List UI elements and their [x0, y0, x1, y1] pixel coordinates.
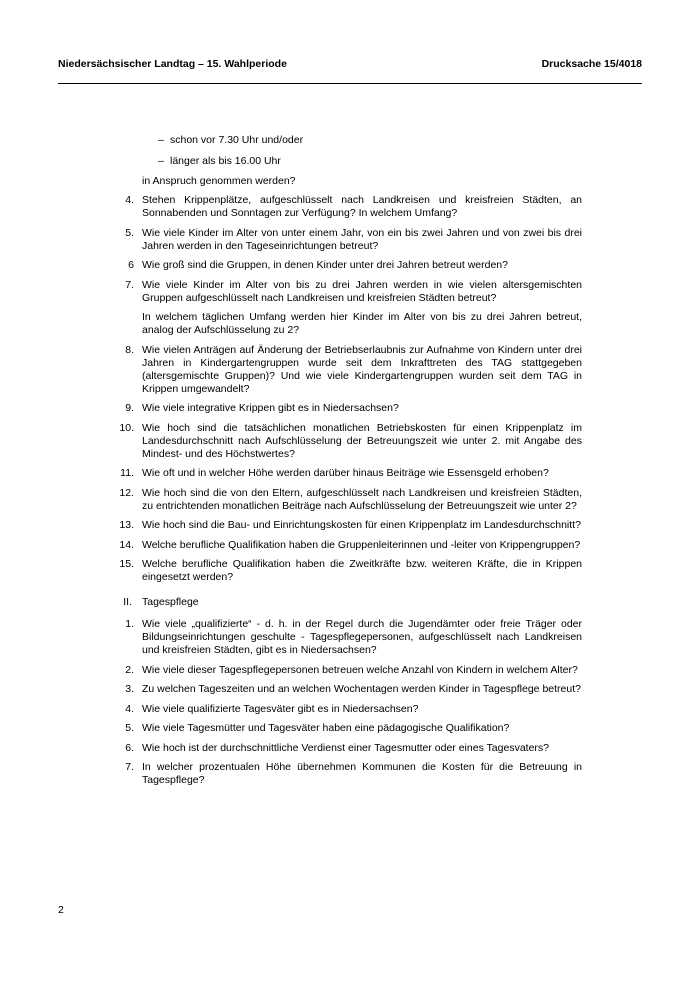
- question-number: 7.: [125, 761, 134, 773]
- question-item: [58, 194, 582, 220]
- question-text: Wie viele dieser Tagespflegepersonen betreuen welche Anzahl von Kindern in welchem Alter?: [142, 663, 578, 676]
- question-text: Wie hoch sind die Bau- und Einrichtungskosten für einen Krippenplatz im Landesdurchschnitt?: [142, 519, 581, 531]
- question-number: 1.: [125, 618, 134, 630]
- question-number: 11.: [120, 467, 134, 479]
- question-item: [58, 742, 582, 755]
- question-item: [58, 664, 582, 677]
- question-item: [58, 259, 582, 272]
- question-text: Wie oft und in welcher Höhe werden darüber hinaus Beiträge wie Essensgeld erhoben?: [142, 467, 549, 479]
- question-followup-text: In welchem täglichen Umfang werden hier Kinder im Alter von bis zu drei Jahren betreut, analog der Aufschlüsselung zu 2?: [142, 311, 582, 336]
- dash-item-text: länger als bis 16.00 Uhr: [170, 154, 281, 167]
- continuation-text: in Anspruch genommen werden?: [142, 175, 296, 187]
- question-list-part2: [58, 618, 582, 787]
- question-item: [58, 519, 582, 532]
- question-text: Wie viele qualifizierte Tagesväter gibt es in Niedersachsen?: [142, 702, 419, 715]
- question-number: 4.: [125, 194, 134, 206]
- question-number: 10.: [119, 421, 134, 434]
- question-text: Wie groß sind die Gruppen, in denen Kinder unter drei Jahren betreut werden?: [142, 259, 508, 271]
- section-number: II.: [123, 596, 132, 608]
- question-text: Wie viele Kinder im Alter von unter einem Jahr, von ein bis zwei Jahren und von zwei bis drei Jahren werden in den Tageseinrichtungen betreut?: [142, 226, 582, 252]
- question-text: Wie hoch ist der durchschnittliche Verdienst einer Tagesmutter oder eines Tagesvaters?: [142, 741, 549, 754]
- question-number: 9.: [125, 402, 134, 414]
- question-number: 12.: [119, 486, 134, 499]
- question-item: [58, 761, 582, 787]
- question-text: Wie hoch sind die tatsächlichen monatlichen Betriebskosten für einen Krippenplatz im Landesdurchschnitt nach Aufschlüsselung der Betreuungszeit wie unter 2. mit Angabe des Mindest- und des Höchstwertes?: [142, 421, 582, 460]
- question-item: [58, 422, 582, 461]
- question-number: 8.: [125, 343, 134, 356]
- question-text: Stehen Krippenplätze, aufgeschlüsselt nach Landkreisen und kreisfreien Städten, an Sonnabenden und Sonntagen zur Verfügung? In welchem Umfang?: [142, 194, 582, 219]
- dash-item-text: schon vor 7.30 Uhr und/oder: [170, 134, 304, 146]
- question-text: Wie vielen Anträgen auf Änderung der Betriebserlaubnis zur Aufnahme von Kindern unter drei Jahren in Kindergartengruppen wurde seit dem Inkrafttreten des TAG stattgegeben (altersgemischte Gruppen)? Und wie viele Kindergartengruppen wurden seit dem TAG in Krippen umgewandelt?: [142, 343, 582, 395]
- question-number: 4.: [125, 702, 134, 715]
- question-item: [58, 467, 582, 480]
- question-text: Wie viele „qualifizierte“ - d. h. in der Regel durch die Jugendämter oder freie Träger oder Bildungseinrichtungen geschulte - Tagespflegepersonen, aufgeschlüsselt nach Landkreisen und kreisfreien Städten, gibt es in Niedersachsen?: [142, 618, 582, 656]
- question-item: [58, 703, 582, 716]
- question-number: 3.: [125, 683, 134, 695]
- question-number: 6.: [125, 741, 134, 754]
- header-document-number: Drucksache 15/4018: [541, 58, 642, 70]
- question-list-part1: [58, 194, 582, 584]
- question-text: Wie viele integrative Krippen gibt es in Niedersachsen?: [142, 402, 399, 414]
- question-item: [58, 539, 582, 552]
- question-item: [58, 227, 582, 253]
- question-text: Wie viele Tagesmütter und Tagesväter haben eine pädagogische Qualifikation?: [142, 722, 510, 734]
- dash-item: [58, 155, 582, 168]
- question-number: 5.: [125, 722, 134, 734]
- section-title: Tagespflege: [142, 596, 199, 608]
- dash-item: [58, 134, 582, 147]
- question-number: 5.: [125, 226, 134, 239]
- question-item: [58, 618, 582, 657]
- question-number: 6: [128, 259, 134, 271]
- dash-bullet: –: [158, 154, 164, 167]
- question-number: 13.: [119, 519, 134, 531]
- header-divider: [58, 83, 642, 84]
- question-text: Welche berufliche Qualifikation haben die Zweitkräfte bzw. weiteren Kräfte, die in Krippen eingesetzt werden?: [142, 558, 582, 583]
- question-text: Wie hoch sind die von den Eltern, aufgeschlüsselt nach Landkreisen und kreisfreien Städten, zu entrichtenden monatlichen Beiträge nach Aufschlüsselung der Betreuungszeit wie unter 2?: [142, 486, 582, 512]
- question-number: 14.: [119, 538, 134, 551]
- question-item: [58, 402, 582, 415]
- question-number: 7.: [125, 278, 134, 291]
- question-text: Wie viele Kinder im Alter von bis zu drei Jahren werden in wie vielen altersgemischten Gruppen aufgeschlüsselt nach Landkreisen und kreisfreien Städten betreut?: [142, 278, 582, 304]
- question-item: [58, 279, 582, 338]
- question-number: 15.: [119, 558, 134, 570]
- question-item: [58, 558, 582, 584]
- question-item: [58, 683, 582, 696]
- document-body: [58, 134, 582, 794]
- question-item: [58, 344, 582, 396]
- question-item: [58, 722, 582, 735]
- page-header: [58, 58, 642, 72]
- question-text: Welche berufliche Qualifikation haben die Gruppenleiterinnen und -leiter von Krippengruppen?: [142, 538, 581, 551]
- dash-bullet: –: [158, 134, 164, 146]
- section-heading: [58, 596, 582, 609]
- header-parliament-title: Niedersächsischer Landtag – 15. Wahlperiode: [58, 58, 287, 70]
- question-text: Zu welchen Tageszeiten und an welchen Wochentagen werden Kinder in Tagespflege betreut?: [142, 683, 581, 695]
- page-number: 2: [58, 904, 64, 916]
- question-text: In welcher prozentualen Höhe übernehmen Kommunen die Kosten für die Betreuung in Tagespflege?: [142, 761, 582, 786]
- question-number: 2.: [125, 663, 134, 676]
- question-item: [58, 487, 582, 513]
